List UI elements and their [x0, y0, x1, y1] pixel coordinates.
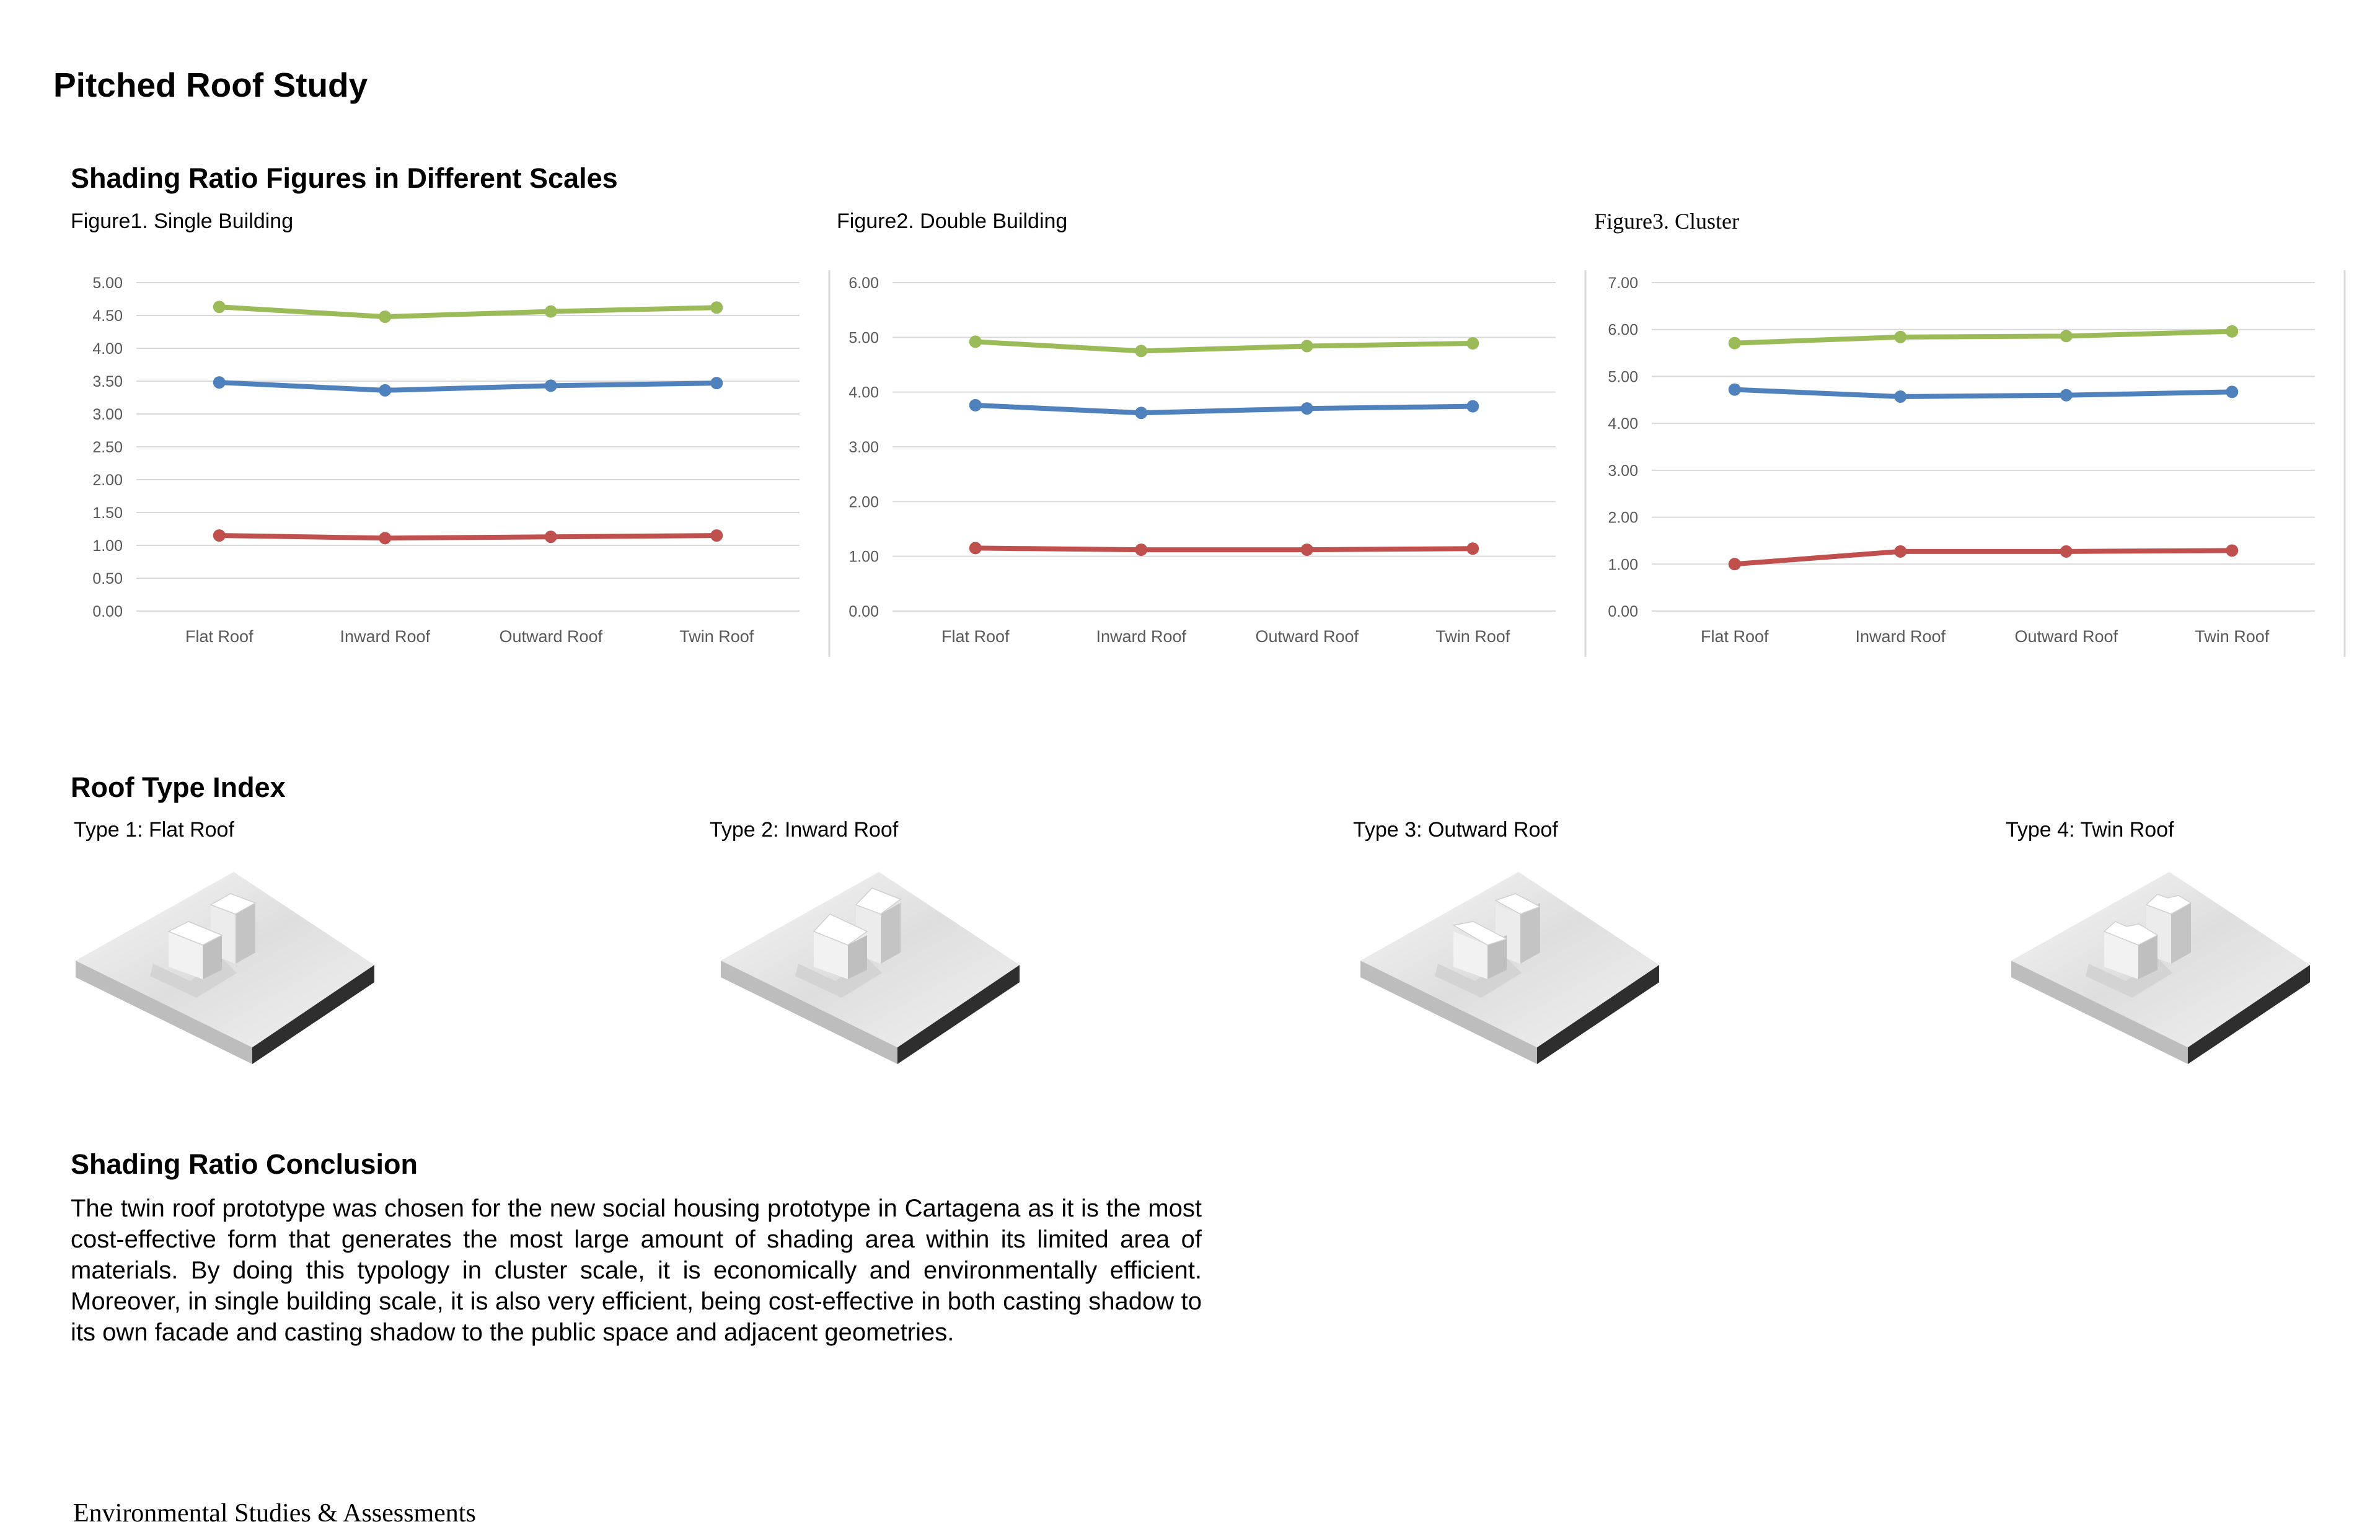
type3-label: Type 3: Outward Roof	[1353, 818, 1558, 842]
data-point	[213, 376, 226, 389]
data-point	[545, 306, 557, 318]
series-line	[1735, 390, 2232, 397]
charts-section-heading: Shading Ratio Figures in Different Scales	[71, 162, 618, 194]
y-tick-label: 1.00	[848, 548, 879, 566]
data-point	[379, 532, 391, 544]
data-point	[2226, 325, 2238, 338]
data-point	[213, 301, 226, 313]
figure3-line-chart	[1590, 260, 2346, 657]
data-point	[2226, 385, 2238, 398]
y-tick-label: 2.00	[1608, 509, 1638, 527]
x-category-label: Inward Roof	[340, 627, 431, 646]
data-point	[379, 384, 391, 397]
x-category-label: Twin Roof	[1435, 627, 1510, 646]
flat-roof-model-image	[76, 871, 386, 1075]
x-category-label: Twin Roof	[679, 627, 754, 646]
roof-type-index-heading: Roof Type Index	[71, 772, 286, 803]
y-tick-label: 2.00	[92, 472, 123, 489]
page-title: Pitched Roof Study	[53, 66, 368, 104]
y-tick-label: 5.00	[848, 329, 879, 347]
data-point	[1135, 345, 1147, 357]
data-point	[1894, 331, 1906, 343]
y-tick-label: 1.00	[1608, 556, 1638, 574]
series-line	[219, 535, 717, 538]
figure1-caption: Figure1. Single Building	[71, 209, 294, 233]
data-point	[545, 530, 557, 543]
y-tick-label: 3.00	[1608, 462, 1638, 480]
data-point	[1301, 402, 1313, 415]
x-category-label: Flat Roof	[941, 627, 1010, 646]
data-point	[1894, 545, 1906, 558]
y-tick-label: 1.00	[92, 537, 123, 555]
y-tick-label: 2.50	[92, 439, 123, 456]
y-tick-label: 5.00	[92, 275, 123, 292]
y-tick-label: 2.00	[848, 493, 879, 511]
y-tick-label: 6.00	[848, 275, 879, 292]
data-point	[969, 542, 982, 554]
y-tick-label: 3.50	[92, 373, 123, 390]
data-point	[969, 399, 982, 411]
type1-label: Type 1: Flat Roof	[74, 818, 234, 842]
series-line	[1735, 550, 2232, 564]
series-line	[976, 405, 1473, 413]
data-point	[2060, 330, 2073, 342]
conclusion-heading: Shading Ratio Conclusion	[71, 1148, 418, 1180]
data-point	[1729, 558, 1741, 570]
data-point	[1466, 337, 1479, 350]
y-tick-label: 5.00	[1608, 368, 1638, 386]
figure3-caption: Figure3. Cluster	[1594, 209, 1739, 234]
figure2-line-chart	[831, 260, 1587, 657]
data-point	[1466, 400, 1479, 413]
x-category-label: Flat Roof	[1700, 627, 1769, 646]
series-line	[976, 341, 1473, 351]
x-category-label: Outward Roof	[2014, 627, 2118, 646]
figure1-line-chart	[74, 260, 831, 657]
x-category-label: Inward Roof	[1096, 627, 1187, 646]
series-line	[976, 548, 1473, 550]
x-category-label: Inward Roof	[1855, 627, 1946, 646]
x-category-label: Outward Roof	[499, 627, 603, 646]
outward-roof-model-image	[1360, 871, 1670, 1075]
series-line	[219, 382, 717, 390]
conclusion-paragraph: The twin roof prototype was chosen for the new social housing prototype in Cartagena as it is the most cost-effective form that generates the most large amount of shading area within its limited area of materials. By doing this typology in cluster scale, it is economically and environmentally efficient. Moreover, in single building scale, it is also very efficient, being cost-effective in both casting shadow to its own facade and casting shadow to the public space and adjacent geometries.	[71, 1195, 1202, 1346]
y-tick-label: 4.00	[1608, 415, 1638, 433]
inward-roof-model-image	[721, 871, 1031, 1075]
data-point	[1301, 543, 1313, 556]
data-point	[1135, 543, 1147, 556]
data-point	[969, 335, 982, 348]
y-tick-label: 4.00	[92, 340, 123, 358]
y-tick-label: 1.50	[92, 504, 123, 522]
x-category-label: Outward Roof	[1255, 627, 1359, 646]
data-point	[1135, 407, 1147, 419]
data-point	[2060, 545, 2073, 558]
data-point	[545, 379, 557, 392]
data-point	[1301, 340, 1313, 352]
y-tick-label: 6.00	[1608, 321, 1638, 339]
y-tick-label: 3.00	[848, 439, 879, 456]
data-point	[710, 377, 723, 389]
y-tick-label: 3.00	[92, 406, 123, 423]
y-tick-label: 4.50	[92, 307, 123, 325]
x-category-label: Flat Roof	[185, 627, 253, 646]
data-point	[1729, 384, 1741, 396]
twin-roof-model-image	[2011, 871, 2321, 1075]
data-point	[2226, 544, 2238, 557]
figure2-caption: Figure2. Double Building	[837, 209, 1068, 233]
y-tick-label: 4.00	[848, 384, 879, 402]
data-point	[379, 310, 391, 323]
y-tick-label: 7.00	[1608, 275, 1638, 292]
footer-text: Environmental Studies & Assessments	[73, 1499, 476, 1528]
data-point	[710, 529, 723, 542]
data-point	[710, 301, 723, 314]
data-point	[1729, 337, 1741, 350]
y-tick-label: 0.00	[848, 603, 879, 620]
data-point	[213, 529, 226, 542]
y-tick-label: 0.50	[92, 570, 123, 587]
x-category-label: Twin Roof	[2195, 627, 2270, 646]
data-point	[1894, 390, 1906, 403]
y-tick-label: 0.00	[92, 603, 123, 620]
type2-label: Type 2: Inward Roof	[710, 818, 899, 842]
type4-label: Type 4: Twin Roof	[2006, 818, 2174, 842]
data-point	[2060, 389, 2073, 402]
data-point	[1466, 542, 1479, 555]
series-line	[1735, 332, 2232, 343]
y-tick-label: 0.00	[1608, 603, 1638, 620]
